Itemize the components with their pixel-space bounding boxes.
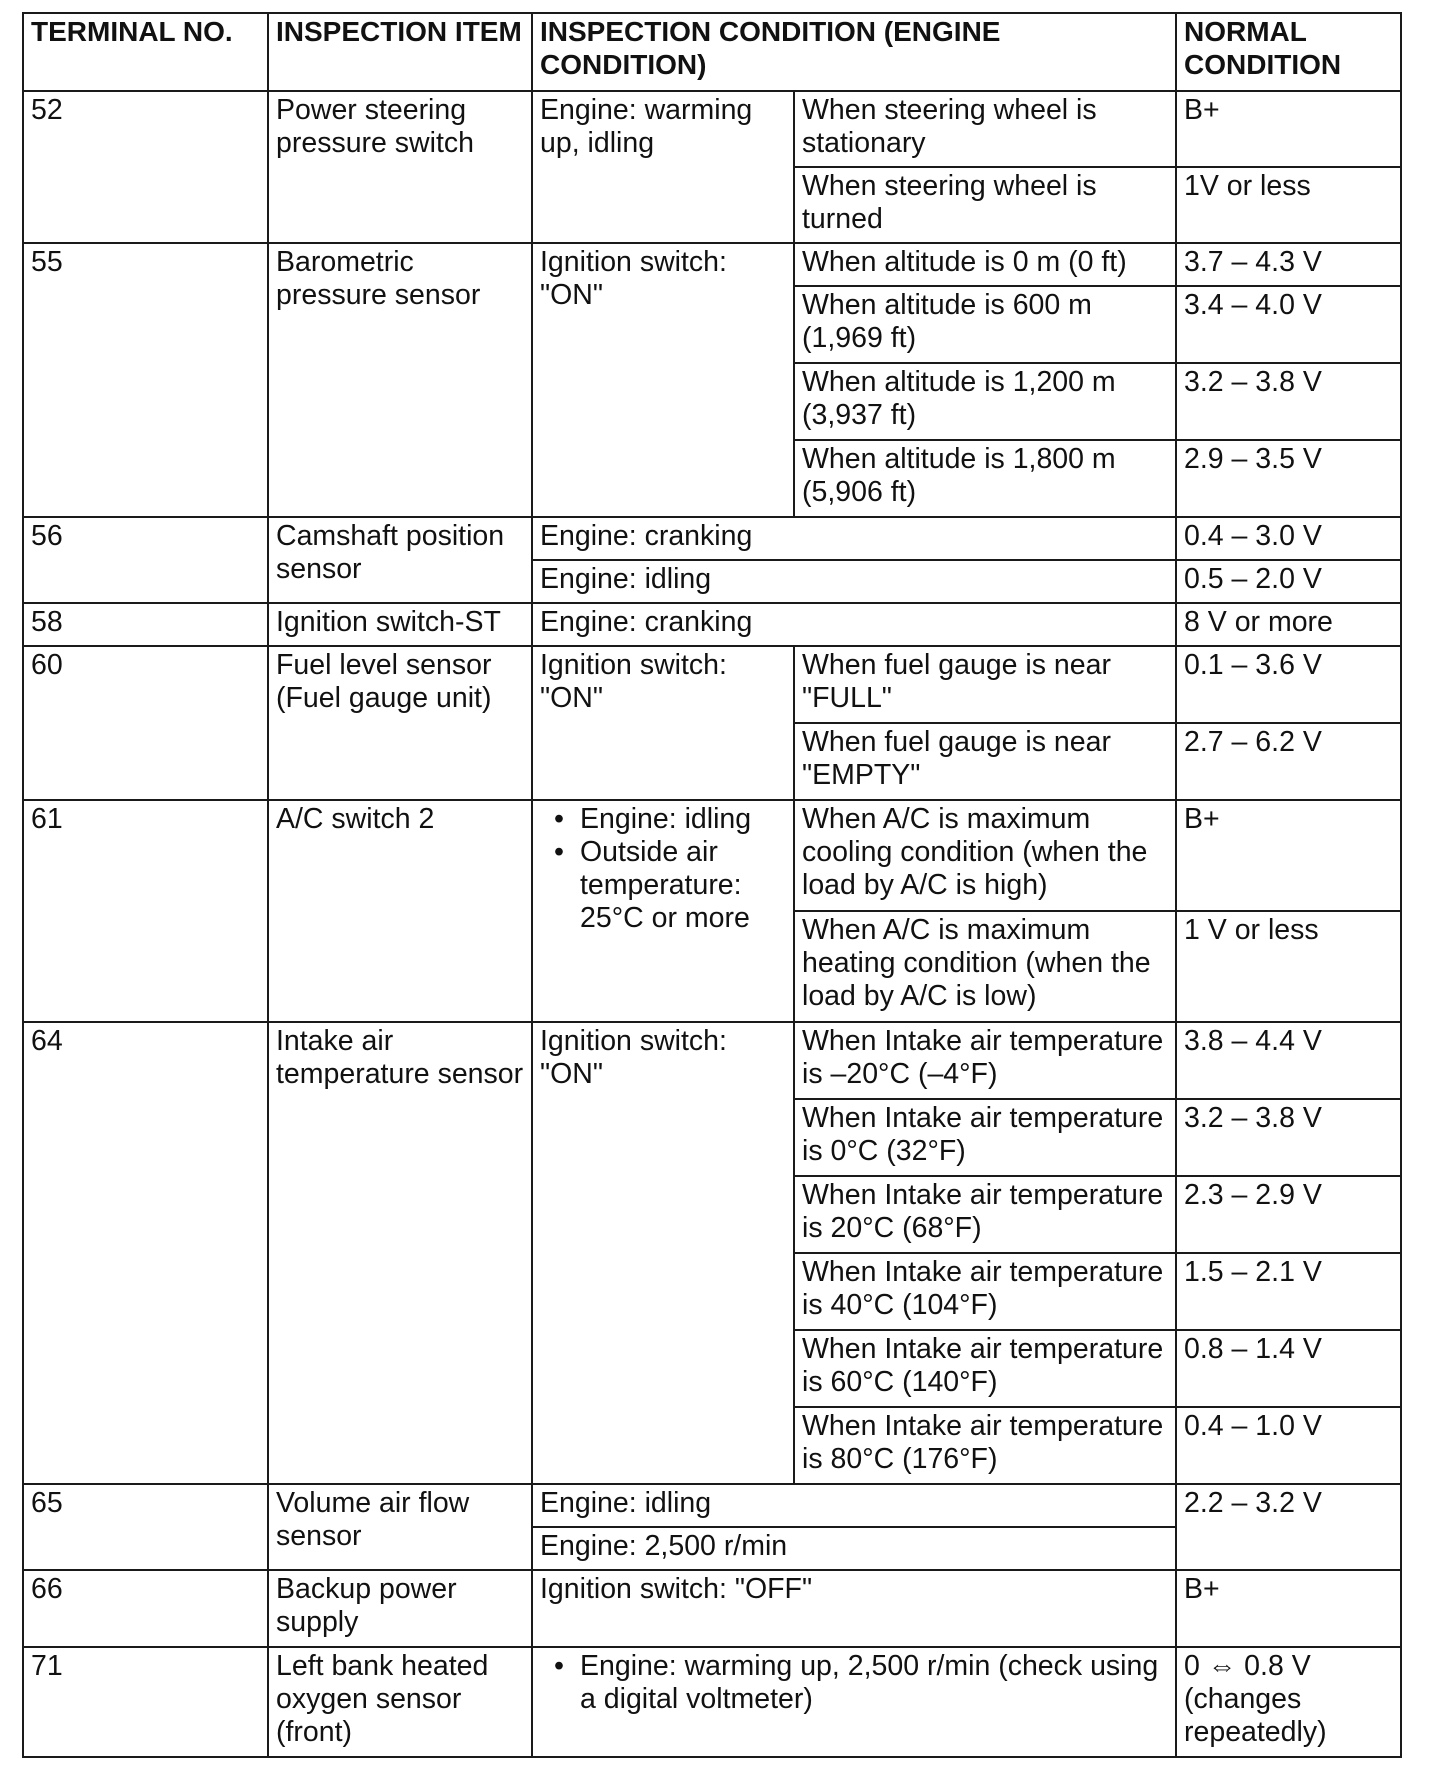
normal-value-cell: 3.2 – 3.8 V	[1176, 363, 1401, 440]
subcondition-cell: When Intake air temperature is 80°C (176°F)	[794, 1407, 1176, 1484]
condition-cell: Ignition switch: "OFF"	[532, 1570, 1176, 1647]
item-cell: Volume air flow sensor	[268, 1484, 532, 1570]
header-item: INSPECTION ITEM	[268, 13, 532, 91]
inspection-table-page	[22, 12, 1400, 1758]
subcondition-cell: When Intake air temperature is –20°C (–4°F)	[794, 1022, 1176, 1099]
subcondition-cell: When A/C is maximum heating condition (when the load by A/C is low)	[794, 911, 1176, 1022]
item-cell: Ignition switch-ST	[268, 603, 532, 646]
item-cell: Camshaft position sensor	[268, 517, 532, 603]
normal-value-cell: 2.2 – 3.2 V	[1176, 1484, 1401, 1570]
subcondition-cell: When steering wheel is turned	[794, 167, 1176, 243]
subcondition-cell: When altitude is 0 m (0 ft)	[794, 243, 1176, 286]
table-row	[23, 517, 1401, 560]
normal-value-cell: 2.7 – 6.2 V	[1176, 723, 1401, 800]
table-row	[23, 91, 1401, 167]
normal-value-cell: 0.8 – 1.4 V	[1176, 1330, 1401, 1407]
terminal-cell: 66	[23, 1570, 268, 1647]
terminal-cell: 61	[23, 800, 268, 1022]
condition-cell: Ignition switch: "ON"	[532, 646, 794, 800]
normal-value-cell: B+	[1176, 91, 1401, 167]
subcondition-cell: When altitude is 1,200 m (3,937 ft)	[794, 363, 1176, 440]
table-row	[23, 1484, 1401, 1527]
subcondition-cell: When altitude is 600 m (1,969 ft)	[794, 286, 1176, 363]
terminal-cell: 58	[23, 603, 268, 646]
table-row	[23, 603, 1401, 646]
condition-cell: Engine: warming up, idling	[532, 91, 794, 243]
normal-value-cell: 0 ⇔ 0.8 V (changes repeatedly)	[1176, 1647, 1401, 1757]
table-row	[23, 646, 1401, 723]
normal-value-cell: B+	[1176, 1570, 1401, 1647]
header-normal: NORMAL CONDITION	[1176, 13, 1401, 91]
terminal-inspection-table	[22, 12, 1402, 1758]
normal-value-cell: 3.7 – 4.3 V	[1176, 243, 1401, 286]
item-cell: Power steering pressure switch	[268, 91, 532, 243]
table-row	[23, 1570, 1401, 1647]
normal-value-cell: 1V or less	[1176, 167, 1401, 243]
terminal-cell: 52	[23, 91, 268, 243]
header-terminal: TERMINAL NO.	[23, 13, 268, 91]
table-row	[23, 1647, 1401, 1757]
item-cell: Intake air temperature sensor	[268, 1022, 532, 1484]
normal-value-cell: 1 V or less	[1176, 911, 1401, 1022]
condition-cell: Engine: cranking	[532, 517, 1176, 560]
terminal-cell: 71	[23, 1647, 268, 1757]
subcondition-cell: When steering wheel is stationary	[794, 91, 1176, 167]
normal-value-cell: 0.4 – 3.0 V	[1176, 517, 1401, 560]
normal-value-cell: 2.9 – 3.5 V	[1176, 440, 1401, 517]
normal-value-cell: 3.8 – 4.4 V	[1176, 1022, 1401, 1099]
item-cell: A/C switch 2	[268, 800, 532, 1022]
terminal-cell: 56	[23, 517, 268, 603]
bullet-item: • Outside air temperature: 25°C or more	[554, 836, 786, 935]
terminal-cell: 60	[23, 646, 268, 800]
condition-bullet-list	[540, 803, 786, 935]
header-row	[23, 13, 1401, 91]
normal-value-cell: 0.4 – 1.0 V	[1176, 1407, 1401, 1484]
subcondition-cell: When Intake air temperature is 20°C (68°F)	[794, 1176, 1176, 1253]
item-cell: Barometric pressure sensor	[268, 243, 532, 517]
normal-value-cell: B+	[1176, 800, 1401, 911]
subcondition-cell: When Intake air temperature is 0°C (32°F)	[794, 1099, 1176, 1176]
normal-value-cell: 3.2 – 3.8 V	[1176, 1099, 1401, 1176]
item-cell: Fuel level sensor (Fuel gauge unit)	[268, 646, 532, 800]
condition-cell: Engine: idling	[532, 1484, 1176, 1527]
subcondition-cell: When fuel gauge is near "EMPTY"	[794, 723, 1176, 800]
terminal-cell: 55	[23, 243, 268, 517]
table-row	[23, 243, 1401, 286]
table-row	[23, 1022, 1401, 1099]
header-condition: INSPECTION CONDITION (ENGINE CONDITION)	[532, 13, 1176, 91]
terminal-cell: 64	[23, 1022, 268, 1484]
normal-value-cell: 3.4 – 4.0 V	[1176, 286, 1401, 363]
condition-cell: Ignition switch: "ON"	[532, 243, 794, 517]
normal-value-cell: 2.3 – 2.9 V	[1176, 1176, 1401, 1253]
subcondition-cell: When Intake air temperature is 60°C (140°F)	[794, 1330, 1176, 1407]
bullet-item: • Engine: warming up, 2,500 r/min (check using a digital voltmeter)	[554, 1650, 1168, 1716]
condition-cell	[532, 1647, 1176, 1757]
bullet-item: • Engine: idling	[554, 803, 786, 836]
normal-value-cell: 1.5 – 2.1 V	[1176, 1253, 1401, 1330]
subcondition-cell: When Intake air temperature is 40°C (104°F)	[794, 1253, 1176, 1330]
item-cell: Backup power supply	[268, 1570, 532, 1647]
item-cell: Left bank heated oxygen sensor (front)	[268, 1647, 532, 1757]
condition-cell: Engine: 2,500 r/min	[532, 1527, 1176, 1570]
condition-cell	[532, 800, 794, 1022]
subcondition-cell: When altitude is 1,800 m (5,906 ft)	[794, 440, 1176, 517]
condition-bullet-list	[540, 1650, 1168, 1716]
condition-cell: Engine: idling	[532, 560, 1176, 603]
subcondition-cell: When fuel gauge is near "FULL"	[794, 646, 1176, 723]
terminal-cell: 65	[23, 1484, 268, 1570]
condition-cell: Ignition switch: "ON"	[532, 1022, 794, 1484]
normal-value-cell: 0.5 – 2.0 V	[1176, 560, 1401, 603]
normal-value-cell: 0.1 – 3.6 V	[1176, 646, 1401, 723]
condition-cell: Engine: cranking	[532, 603, 1176, 646]
normal-value-cell: 8 V or more	[1176, 603, 1401, 646]
table-row	[23, 800, 1401, 911]
subcondition-cell: When A/C is maximum cooling condition (when the load by A/C is high)	[794, 800, 1176, 911]
